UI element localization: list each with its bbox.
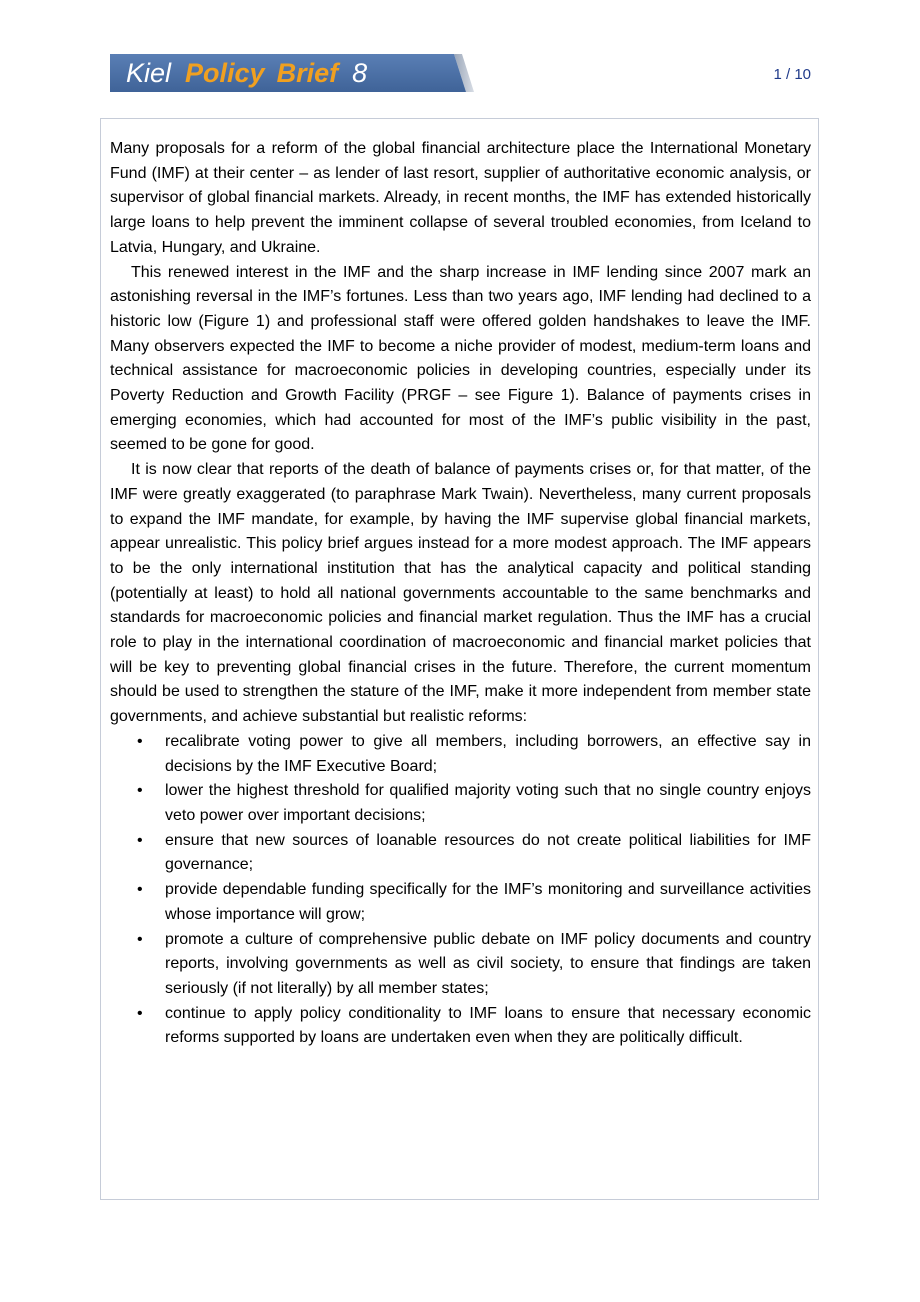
list-item-text: continue to apply policy conditionality to IMF loans to ensure that necessary economic reforms supported by loans are undertaken even when they are politically difficult.	[165, 1004, 811, 1047]
brief-number: 8	[352, 58, 368, 88]
page-number: 1 / 10	[773, 66, 811, 83]
list-item	[110, 1002, 811, 1051]
brand-kiel: Kiel	[126, 58, 172, 88]
article-body	[110, 137, 811, 1051]
bullet-icon: •	[137, 1004, 143, 1022]
list-item-text: promote a culture of comprehensive public debate on IMF policy documents and country reports, involving governments as well as civil society, to ensure that findings are taken seriously (if not literally) by all member states;	[165, 930, 811, 997]
list-item	[110, 730, 811, 779]
header-banner	[110, 54, 474, 92]
reform-list	[110, 730, 811, 1051]
bullet-icon: •	[137, 732, 143, 750]
list-item	[110, 779, 811, 828]
list-item	[110, 928, 811, 1002]
list-item-text: lower the highest threshold for qualified majority voting such that no single country enjoys veto power over important decisions;	[165, 782, 811, 824]
list-item	[110, 829, 811, 878]
bullet-icon: •	[137, 782, 143, 800]
paragraph-intro: Many proposals for a reform of the global financial architecture place the International Monetary Fund (IMF) at their center – as lender of last resort, supplier of authoritative economic analysis, or supervisor of global financial markets. Already, in recent months, the IMF has extended historically large loans to help prevent the imminent collapse of several troubled economies, from Iceland to Latvia, Hungary, and Ukraine.	[110, 140, 811, 256]
paragraph-reversal: This renewed interest in the IMF and the sharp increase in IMF lending since 2007 mark an astonishing reversal in the IMF’s fortunes. Less than two years ago, IMF lending had declined to a historic low (Figure 1) and professional staff were offered golden handshakes to leave the IMF. Many observers expected the IMF to become a niche provider of modest, medium-term loans and technical assistance for macroeconomic policies in developing countries, especially under its Poverty Reduction and Growth Facility (PRGF – see Figure 1). Balance of payments crises in emerging economies, which had accounted for most of the IMF’s public visibility in the past, seemed to be gone for good.	[110, 263, 811, 454]
brand-brief: Brief	[276, 58, 339, 88]
list-item-text: ensure that new sources of loanable resources do not create political liabilities for IMF governance;	[165, 831, 811, 874]
bullet-icon: •	[137, 881, 143, 899]
brand-title	[126, 57, 367, 89]
bullet-icon: •	[137, 831, 143, 849]
paragraph-proposals: It is now clear that reports of the death of balance of payments crises or, for that matter, of the IMF were greatly exaggerated (to paraphrase Mark Twain). Nevertheless, many current proposals to expand the IMF mandate, for example, by having the IMF supervise global financial markets, appear unrealistic. This policy brief argues instead for a more modest approach. The IMF appears to be the only international institution that has the analytical capacity and political standing (potentially at least) to hold all national governments accountable to the same benchmarks and standards for macroeconomic policies and financial market regulation. Thus the IMF has a crucial role to play in the international coordination of macroeconomic and financial market policies that will be key to preventing global financial crises in the future. Therefore, the current momentum should be used to strengthen the stature of the IMF, make it more independent from member state governments, and achieve substantial but realistic reforms:	[110, 461, 811, 726]
list-item	[110, 878, 811, 927]
brand-policy: Policy	[185, 58, 265, 88]
bullet-icon: •	[137, 930, 143, 948]
list-item-text: recalibrate voting power to give all members, including borrowers, an effective say in decisions by the IMF Executive Board;	[165, 732, 811, 775]
list-item-text: provide dependable funding specifically for the IMF’s monitoring and surveillance activities whose importance will grow;	[165, 881, 811, 923]
